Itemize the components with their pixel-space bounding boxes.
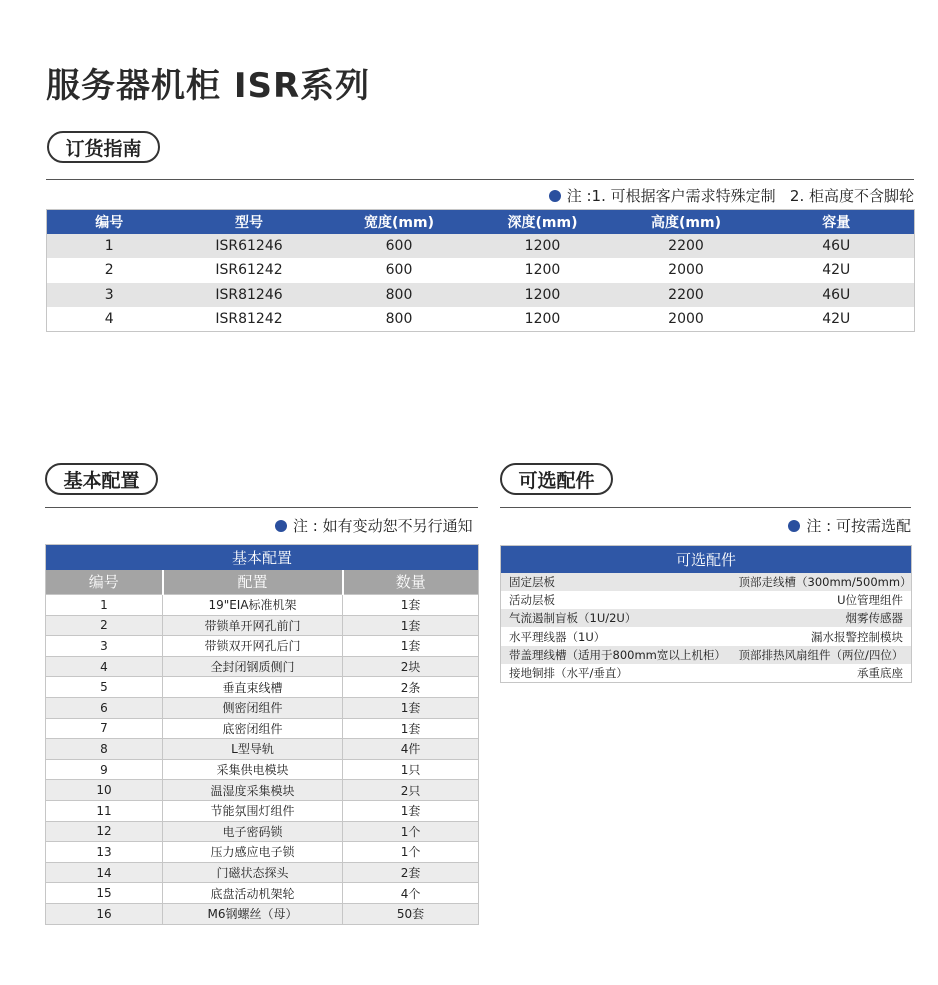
cell-quantity: 1套 xyxy=(343,697,479,718)
basic-note xyxy=(275,515,473,536)
cell-accessory-left: 活动层板 xyxy=(509,592,555,607)
cell-quantity: 4件 xyxy=(343,739,479,760)
cell-capacity: 42U xyxy=(759,258,915,283)
cell-number: 10 xyxy=(46,780,163,801)
col-header-depth: 深度(mm) xyxy=(472,210,614,234)
table-row xyxy=(46,903,479,924)
cell-number: 9 xyxy=(46,759,163,780)
cell-accessory-right: U位管理组件 xyxy=(837,592,904,607)
cell-number: 3 xyxy=(46,636,163,657)
cell-width: 600 xyxy=(327,234,472,259)
optional-note xyxy=(788,515,911,536)
cell-accessory-left: 水平理线器（1U） xyxy=(509,629,606,644)
cell-config: M6钢螺丝（母） xyxy=(163,903,343,924)
ordering-divider xyxy=(46,179,914,180)
col-header-quantity: 数量 xyxy=(343,570,479,595)
cell-accessory-left: 气流遏制盲板（1U/2U） xyxy=(501,609,731,627)
table-row xyxy=(501,664,912,682)
cell-quantity: 1个 xyxy=(343,842,479,863)
table-header-row xyxy=(46,570,479,595)
table-row xyxy=(46,697,479,718)
cell-width: 600 xyxy=(327,258,472,283)
cell-number: 1 xyxy=(47,234,172,259)
cell-capacity: 46U xyxy=(759,234,915,259)
cell-quantity: 2块 xyxy=(343,656,479,677)
cell-number: 1 xyxy=(46,595,163,616)
page-title: 服务器机柜 ISR系列 xyxy=(46,66,371,106)
cell-accessory-right: 承重底座 xyxy=(857,665,904,680)
cell-quantity: 1套 xyxy=(343,615,479,636)
cell-model: ISR81242 xyxy=(172,307,327,332)
cell-quantity: 4个 xyxy=(343,883,479,904)
basic-note-text: 注 : 如有变动恕不另行通知 xyxy=(293,517,473,535)
cell-quantity: 1只 xyxy=(343,759,479,780)
cell-accessory-left: 固定层板 xyxy=(501,573,731,591)
col-header-model: 型号 xyxy=(172,210,327,234)
cell-depth: 1200 xyxy=(472,258,614,283)
ordering-note xyxy=(549,185,914,206)
bullet-dot-icon xyxy=(788,520,800,532)
cell-quantity: 50套 xyxy=(343,903,479,924)
cell-config: 全封闭钢质侧门 xyxy=(163,656,343,677)
table-caption-row xyxy=(46,545,479,570)
cell-number: 13 xyxy=(46,842,163,863)
cell-depth: 1200 xyxy=(472,234,614,259)
table-row xyxy=(501,646,912,664)
cell-width: 800 xyxy=(327,283,472,308)
cell-height: 2000 xyxy=(614,258,759,283)
cell-config: 温湿度采集模块 xyxy=(163,780,343,801)
table-row xyxy=(501,573,912,591)
col-header-number: 编号 xyxy=(47,210,172,234)
cell-config: 19"EIA标准机架 xyxy=(163,595,343,616)
basic-heading: 基本配置 xyxy=(45,463,158,495)
cell-accessory-right: 烟雾传感器 xyxy=(731,609,912,627)
cell-number: 15 xyxy=(46,883,163,904)
optional-note-text: 注 : 可按需选配 xyxy=(806,517,911,535)
table-row xyxy=(46,677,479,698)
cell-number: 2 xyxy=(47,258,172,283)
table-row xyxy=(46,718,479,739)
table-row xyxy=(46,842,479,863)
cell-accessory-right: 顶部走线槽（300mm/500mm） xyxy=(731,573,912,591)
basic-table-caption: 基本配置 xyxy=(46,545,479,570)
table-row xyxy=(47,283,915,308)
cell-model: ISR81246 xyxy=(172,283,327,308)
cell-depth: 1200 xyxy=(472,283,614,308)
bullet-dot-icon xyxy=(275,520,287,532)
cell-accessory-right: 漏水报警控制模块 xyxy=(811,629,904,644)
cell-number: 14 xyxy=(46,862,163,883)
table-row xyxy=(46,800,479,821)
cell-number: 4 xyxy=(47,307,172,332)
cell-model: ISR61242 xyxy=(172,258,327,283)
bullet-dot-icon xyxy=(549,190,561,202)
cell-config: 侧密闭组件 xyxy=(163,697,343,718)
optional-heading: 可选配件 xyxy=(500,463,613,495)
cell-depth: 1200 xyxy=(472,307,614,332)
cell-number: 12 xyxy=(46,821,163,842)
cell-config: 电子密码锁 xyxy=(163,821,343,842)
table-caption-row xyxy=(501,546,912,573)
cell-number: 3 xyxy=(47,283,172,308)
cell-number: 16 xyxy=(46,903,163,924)
cell-height: 2200 xyxy=(614,283,759,308)
cell-config: 垂直束线槽 xyxy=(163,677,343,698)
table-row xyxy=(46,780,479,801)
table-row xyxy=(46,821,479,842)
cell-width: 800 xyxy=(327,307,472,332)
table-row xyxy=(46,883,479,904)
cell-config: 门磁状态探头 xyxy=(163,862,343,883)
cell-quantity: 1套 xyxy=(343,800,479,821)
table-row xyxy=(46,759,479,780)
cell-number: 4 xyxy=(46,656,163,677)
cell-model: ISR61246 xyxy=(172,234,327,259)
cell-quantity: 1套 xyxy=(343,636,479,657)
col-header-height: 高度(mm) xyxy=(614,210,759,234)
col-header-capacity: 容量 xyxy=(759,210,915,234)
cell-capacity: 42U xyxy=(759,307,915,332)
table-row xyxy=(46,615,479,636)
col-header-number: 编号 xyxy=(46,570,163,595)
cell-config: 采集供电模块 xyxy=(163,759,343,780)
table-row xyxy=(47,234,915,259)
cell-number: 7 xyxy=(46,718,163,739)
table-row xyxy=(46,739,479,760)
cell-number: 2 xyxy=(46,615,163,636)
cell-quantity: 2套 xyxy=(343,862,479,883)
cell-config: L型导轨 xyxy=(163,739,343,760)
table-row xyxy=(47,258,915,283)
table-row xyxy=(46,595,479,616)
cell-accessory-left: 带盖理线槽（适用于800mm宽以上机柜） xyxy=(501,646,731,664)
cell-config: 压力感应电子锁 xyxy=(163,842,343,863)
col-header-width: 宽度(mm) xyxy=(327,210,472,234)
cell-config: 带锁双开网孔后门 xyxy=(163,636,343,657)
optional-accessories-table xyxy=(500,545,912,683)
col-header-config: 配置 xyxy=(163,570,343,595)
cell-config: 节能氛围灯组件 xyxy=(163,800,343,821)
cell-number: 11 xyxy=(46,800,163,821)
cell-quantity: 2只 xyxy=(343,780,479,801)
cell-quantity: 1套 xyxy=(343,718,479,739)
table-row xyxy=(501,609,912,627)
cell-number: 5 xyxy=(46,677,163,698)
cell-accessory-left: 接地铜排（水平/垂直） xyxy=(509,665,628,680)
cell-quantity: 1个 xyxy=(343,821,479,842)
cell-number: 6 xyxy=(46,697,163,718)
ordering-heading: 订货指南 xyxy=(47,131,160,163)
cell-quantity: 1套 xyxy=(343,595,479,616)
cell-accessory-right: 顶部排热风扇组件（两位/四位） xyxy=(731,646,912,664)
table-row xyxy=(46,862,479,883)
optional-table-caption: 可选配件 xyxy=(501,546,912,573)
cell-config: 底盘活动机架轮 xyxy=(163,883,343,904)
cell-number: 8 xyxy=(46,739,163,760)
ordering-table xyxy=(46,209,915,332)
table-header-row xyxy=(47,210,915,234)
table-row xyxy=(501,627,912,645)
table-row xyxy=(47,307,915,332)
cell-config: 带锁单开网孔前门 xyxy=(163,615,343,636)
table-row xyxy=(46,656,479,677)
basic-divider xyxy=(45,507,478,508)
cell-height: 2200 xyxy=(614,234,759,259)
table-row xyxy=(46,636,479,657)
cell-config: 底密闭组件 xyxy=(163,718,343,739)
cell-height: 2000 xyxy=(614,307,759,332)
basic-config-table xyxy=(45,544,479,925)
cell-capacity: 46U xyxy=(759,283,915,308)
ordering-note-text: 注 :1. 可根据客户需求特殊定制 2. 柜高度不含脚轮 xyxy=(566,187,914,205)
optional-divider xyxy=(500,507,911,508)
table-row xyxy=(501,591,912,609)
cell-quantity: 2条 xyxy=(343,677,479,698)
